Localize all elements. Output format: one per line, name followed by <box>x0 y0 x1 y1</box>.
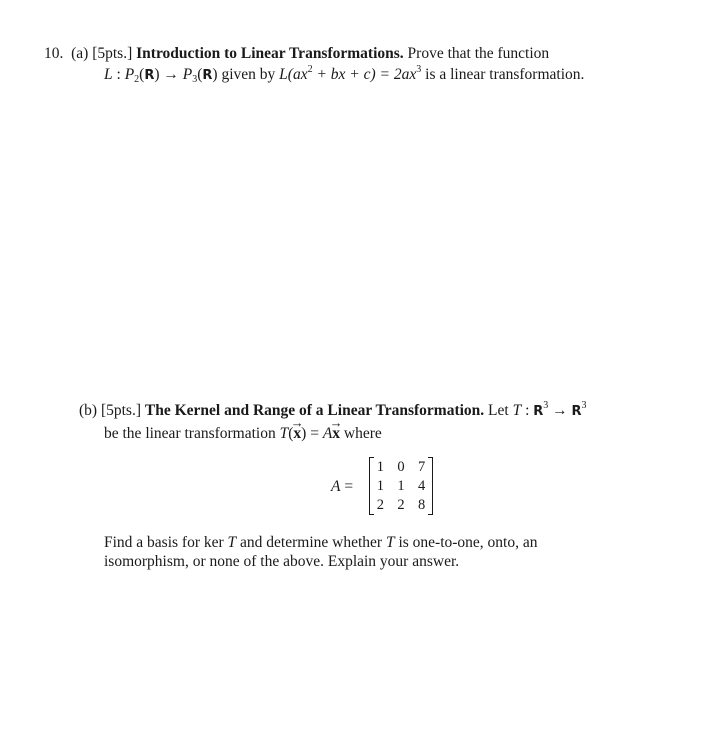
question-line-2-text: isomorphism, or none of the above. Explain your answer. <box>104 553 460 570</box>
matrix-row-3 <box>370 496 432 514</box>
map-t-3: T <box>227 534 237 551</box>
part-a-label: (a) <box>71 45 89 62</box>
input-expression: L(ax <box>279 66 308 83</box>
matrix-a <box>369 457 433 515</box>
matrix-a-name: A <box>331 478 341 495</box>
part-b-label: (b) <box>79 402 98 419</box>
domain-subscript: 2 <box>134 74 140 85</box>
part-a-points: [5pts.] <box>92 45 133 62</box>
part-a-ending: is a linear transformation. <box>425 66 585 83</box>
matrix-cell: 1 <box>376 478 384 494</box>
codomain-subscript: 3 <box>192 74 198 85</box>
line2-start: be the linear transformation <box>104 425 276 442</box>
problem-b-line-2: be the linear transformation T(→ x) = A→ x where <box>104 424 382 444</box>
codomain-space: P <box>182 66 193 83</box>
matrix-cell: 7 <box>418 459 426 475</box>
matrix-cell: 8 <box>418 497 426 513</box>
map-t: T <box>512 402 522 419</box>
where-text: where <box>343 425 382 442</box>
input-rest: + bx + c) = 2ax <box>312 66 417 83</box>
part-b-points: [5pts.] <box>100 402 141 419</box>
square-exponent: 2 <box>307 64 313 75</box>
vector-x-2: → x <box>332 424 340 444</box>
part-b-title: The Kernel and Range of a Linear Transformation. <box>144 402 485 419</box>
part-a-intro: Prove that the function <box>407 45 550 62</box>
domain-space: P <box>124 66 135 83</box>
question-tail: is one-to-one, onto, an <box>398 534 538 551</box>
matrix-cell: 2 <box>376 497 384 513</box>
real-space-domain: R <box>533 404 544 419</box>
question-line-1 <box>104 533 538 553</box>
problem-b-line-1: (b) [5pts.] The Kernel and Range of a Linear Transformation. Let T : $R^3 \to R^3$ <box>79 400 587 419</box>
matrix-label: A = <box>331 478 354 495</box>
map-t-2: T <box>279 425 289 442</box>
let-text: Let <box>488 402 509 419</box>
cube-exponent: 3 <box>416 64 422 75</box>
question-line-2 <box>104 552 459 572</box>
matrix-row-1 <box>370 458 432 476</box>
problem-a-line-2: L : $P_2(R) \to P_3(R)$ given by $L(ax^2$ + bx + $c) = 2ax^3$ is a linear transformation. <box>104 64 585 85</box>
question-start: Find a basis for ker <box>104 534 224 551</box>
problem-a-line-1 <box>44 44 549 64</box>
matrix-a-ref: A <box>322 425 333 442</box>
question-middle: and determine whether <box>240 534 383 551</box>
real-numbers-symbol-2: R <box>202 68 213 83</box>
matrix-cell: 1 <box>376 459 384 475</box>
codomain-dimension: 3 <box>581 400 587 411</box>
map-t-4: T <box>385 534 395 551</box>
real-space-codomain: R <box>571 404 582 419</box>
matrix-row-2 <box>370 477 432 495</box>
matrix-cell: 1 <box>397 478 405 494</box>
map-l: L <box>104 66 113 83</box>
vector-x: → x <box>293 424 301 444</box>
matrix-cell: 0 <box>397 459 405 475</box>
real-numbers-symbol: R <box>144 68 155 83</box>
part-a-title: Introduction to Linear Transformations. <box>136 45 404 62</box>
matrix-cell: 2 <box>397 497 405 513</box>
problem-number: 10. <box>44 45 64 62</box>
given-by-text: given by <box>221 66 276 83</box>
domain-dimension: 3 <box>543 400 549 411</box>
matrix-cell: 4 <box>418 478 426 494</box>
